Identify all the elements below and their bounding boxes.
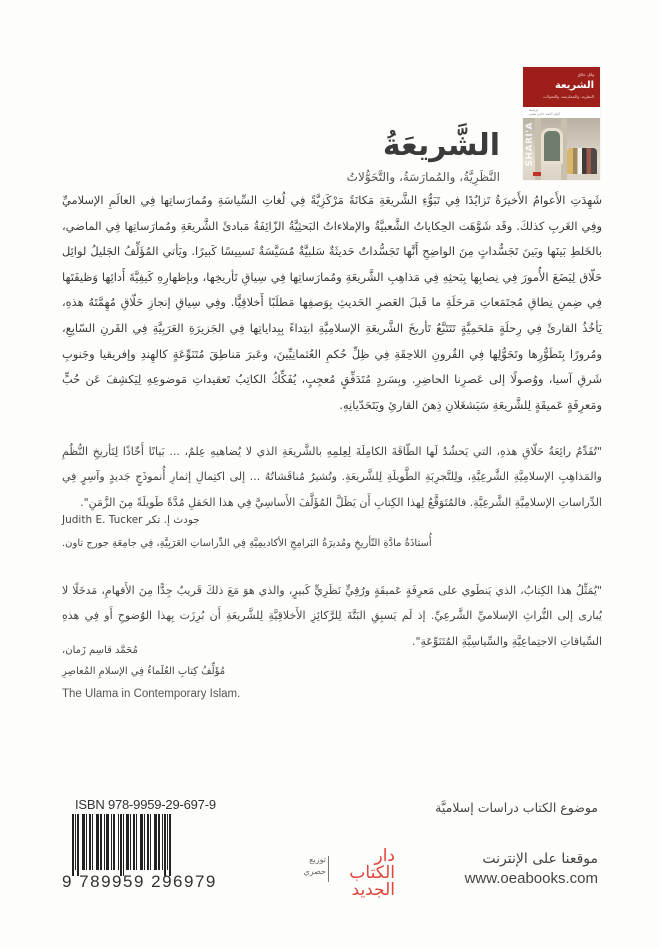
publisher-name-line2: الجديد bbox=[351, 880, 395, 900]
cover-thumbnail bbox=[523, 67, 600, 180]
distribution-line2: حصري bbox=[303, 867, 326, 876]
cover-spine-text: SHARI'A bbox=[525, 122, 535, 167]
publisher-name-line1: دار الكتاب bbox=[349, 846, 395, 883]
cover-title: الشريعة bbox=[554, 80, 594, 91]
isbn-label: ISBN 978-9959-29-697-9 bbox=[75, 797, 216, 812]
website-link[interactable]: www.oeabooks.com bbox=[464, 870, 598, 887]
book-subtitle: النَّظَرِيَّةُ، والمُمارَسَةُ، والتَّحَوُّلاتُ bbox=[346, 170, 500, 184]
cover-photo bbox=[523, 118, 600, 180]
blurb-paragraph: شَهِدَتِ الأَعوامُ الأَخيرَةُ تَزايُدًا فِي تَبَوُّءِ الشَّريعَةِ مَكانَةً مَرْكَزِيَّةً فِي لُغاتِ السِّياسَةِ ومُمارَساتِها فِي العالَمِ الإسلاميِّ وفِي الغَربِ كذلكَ. وقَد شَوَّهَت الحِكاياتُ الشَّعبيَّةُ والإملاءاتُ البَحثِيَّةُ الزّائِفَةُ مَبادئَ الشَّريعَةِ ومُمارَساتِها فِي الماضي، بالخَلطِ بَينَها وبَينَ تَجَسُّداتٍ مِنَ الواضِحِ أَنَّها تَجَسُّداتٌ حَديثَةٌ سَلبيَّةٌ مُسَيَّسَةٌ تَسييسًا كَبيرًا. ويَأتي المُؤَلِّفُ الجَليلُ لوائِل حَلّاق لِيَضَعَ الأُمورَ فِي نِصابِها بِبَحثِهِ فِي مَذاهِبِ الشَّريعَةِ ومُمارَساتِها فِي سِياقِ تَأريخِها، وبإظهارِهِ كَيفِيَّةَ أَدائِها وَظيفَتَها فِي ضِمنِ نِطاقِ مُجتَمَعاتِ مَرحَلَةِ ما قَبلَ العَصرِ الحَديثِ بِوَصفِها مَطلَبًا أَخلاقِيًّا. وفِي سِياقِ إنجازِ حَلّاقِ مُهِمَّتَهُ هذهِ، يَأخُذُ القارئَ فِي رِحلَةٍ مَلحَمِيَّةٍ تَتَتَبَّعُ تَأريخَ الشَّريعَةِ الإسلامِيَّةِ ابتِداءً بِبِداياتِها فِي الجَزيرَةِ العَرَبِيَّةِ فِي القَرنِ السّابِعِ، ومُرورًا بِتَطَوُّرِها وتَحَوُّلِها فِي القُرونِ اللاحِقَةِ فِي ظِلِّ حُكمِ العُثمانِيِّينَ، وعَبرَ مَناطِقَ مُتَنَوِّعَةٍ كالهِندِ وإفريقيا وجَنوبِ شَرقِ آسيا، ووُصولًا إلى عَصرِنا الحاضِرِ. وبِسَردٍ مُتَدَفِّقٍ مُعجِبٍ، يُفَكِّكُ الكاتِبُ تَعقيداتِ مَوضوعِهِ لِيَكشِفَ عَن حُبٍّ ومَعرِفَةٍ عَميقَةٍ لِلشَّريعَةِ سَيَشغَلانِ ذِهنَ القارئِ ويَتَحَدّيانِهِ. bbox=[62, 193, 602, 412]
website-label: موقعنا على الإنترنت bbox=[482, 851, 598, 867]
book-title: الشَّريعَةُ bbox=[382, 128, 500, 163]
endorsement-quote-2: "يُمَثِّلُ هذا الكِتابُ، الذي يَنطَوي على مَعرِفَةٍ عَميقَةٍ ورُقِيٍّ نَظَرِيٍّ كَبيرٍ، والذي هوَ مَعَ ذلكَ قَريبٌ جِدًّا مِنَ الأَفهامِ، مَدخَلًا لا يُبارى إلى التُّراثِ الإسلاميِّ الشَّرعِيِّ. إذ لَم يَسبِقِ البَتَّةَ لِلرَّكائِزِ الأَخلاقِيَّةِ لِلشَّريعَةِ أَن بُرِزَت بِهذا الوُضوحِ أَو فِي هذهِ السِّياقاتِ الاجتِماعِيَّةِ والسِّياسِيَّةِ المُتَنَوِّعَةِ". bbox=[62, 584, 602, 648]
cover-arch bbox=[541, 128, 563, 164]
cover-translator-name: كيان أحمد حازم يحيى bbox=[529, 112, 560, 116]
cover-author: وائل حلاق bbox=[577, 72, 594, 77]
endorsement-role-2: مُؤَلِّفُ كِتابِ العُلَماءُ فِي الإسلامِ المُعاصِرِ bbox=[62, 666, 226, 677]
distribution-label bbox=[290, 854, 326, 878]
cover-translator-label: ترجمة bbox=[529, 108, 538, 112]
barcode-icon bbox=[72, 814, 209, 876]
book-subject: موضوع الكتاب دراسات إسلاميَّة bbox=[435, 800, 598, 815]
cover-translator-strip bbox=[523, 107, 600, 118]
cover-people bbox=[567, 148, 597, 174]
endorsement-author-2: مُحَمَّد قاسِم زَمان، bbox=[62, 645, 138, 656]
publisher-divider bbox=[328, 856, 329, 882]
endorsement-role-2-english: The Ulama in Contemporary Islam. bbox=[62, 688, 241, 700]
cover-subtitle: النظرية، والممارسة، والتحولات bbox=[542, 94, 594, 99]
barcode-number: 9 789959 296979 bbox=[62, 872, 217, 891]
endorsement-role-1: أُستاذَةُ مادَّةِ التّأريخِ ومُديرَةُ البَرامِجِ الأكاديمِيَّةِ فِي الدِّراساتِ العَرَبِيَّةِ، فِي جامِعَةِ جورج تاون. bbox=[62, 538, 432, 549]
cover-red-panel bbox=[523, 67, 600, 107]
publisher-logo bbox=[290, 848, 430, 898]
cover-publisher-logo bbox=[533, 172, 541, 176]
publisher-name bbox=[335, 848, 395, 899]
endorsement-author-1: جودث إ. تكر Judith E. Tucker bbox=[62, 514, 200, 526]
distribution-line1: توزيع bbox=[309, 855, 326, 864]
endorsement-quote-1: "تُقَدِّمُ رائِعَةُ حَلّاقِ هذهِ، التي يَحشُدُ لَها الطّاقَةَ الكامِلَةَ لِعِلمِهِ بالشَّريعَةِ الذي لا يُضاهيهِ عِلمٌ، ... بَيانًا أَخّاذًا لِتَأريخِ النُّظُمِ والمَذاهِبِ الإسلامِيَّةِ الشَّرعِيَّةِ، ولِلتَّجرِبَةِ الطَّويلَةِ لِلشَّريعَةِ. وتُشيرُ مُناقَشاتُهُ ... إلى اكتِمالِ إثمارِ أُنموذَجٍ جَديدٍ وآسِرٍ فِي الدِّراساتِ الإسلامِيَّةِ الشَّرعِيَّةِ. فالمُتَوَقَّعُ لِهذا الكِتابِ أَن يَظَلَّ المُؤَلَّفَ الأَساسِيَّ فِي هذا الحَقلِ مُدَّةً طَويلَةً مِنَ الزَّمَنِ". bbox=[62, 445, 602, 509]
